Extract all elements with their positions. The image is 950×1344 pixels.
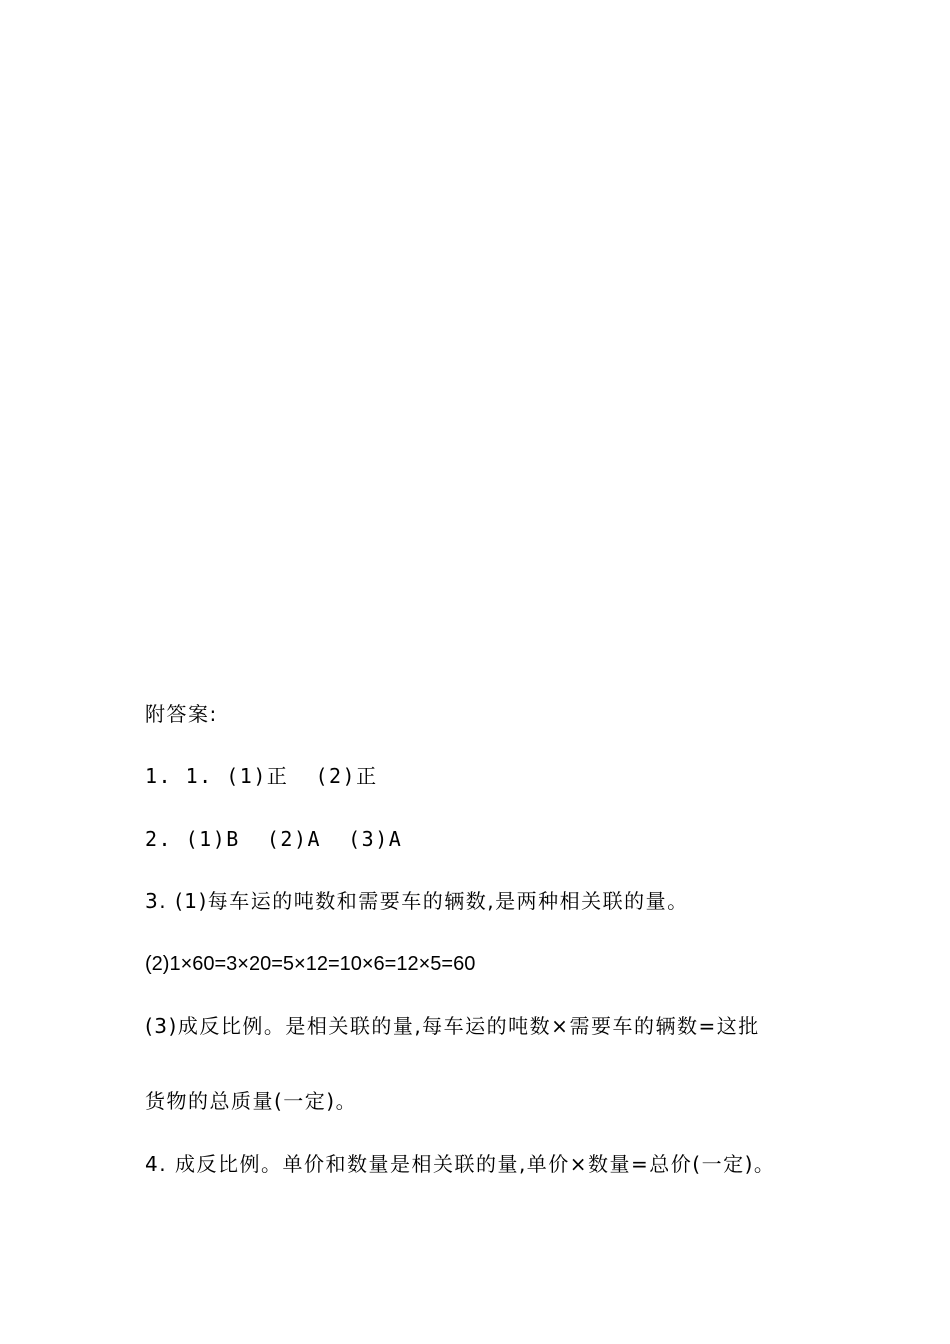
answer-heading: 附答案: — [145, 702, 218, 726]
answer-line-1: 1. 1. (1)正 (2)正 — [145, 764, 378, 788]
answer-line-6: 货物的总质量(一定)。 — [145, 1089, 358, 1113]
answer-line-4: (2)1×60=3×20=5×12=10×6=12×5=60 — [145, 953, 476, 975]
answer-line-3: 3. (1)每车运的吨数和需要车的辆数,是两种相关联的量。 — [145, 889, 689, 913]
answer-line-7: 4. 成反比例。单价和数量是相关联的量,单价×数量=总价(一定)。 — [145, 1152, 776, 1176]
answer-line-2: 2. (1)B (2)A (3)A — [145, 827, 403, 851]
answer-line-5: (3)成反比例。是相关联的量,每车运的吨数×需要车的辆数=这批 — [145, 1014, 760, 1038]
